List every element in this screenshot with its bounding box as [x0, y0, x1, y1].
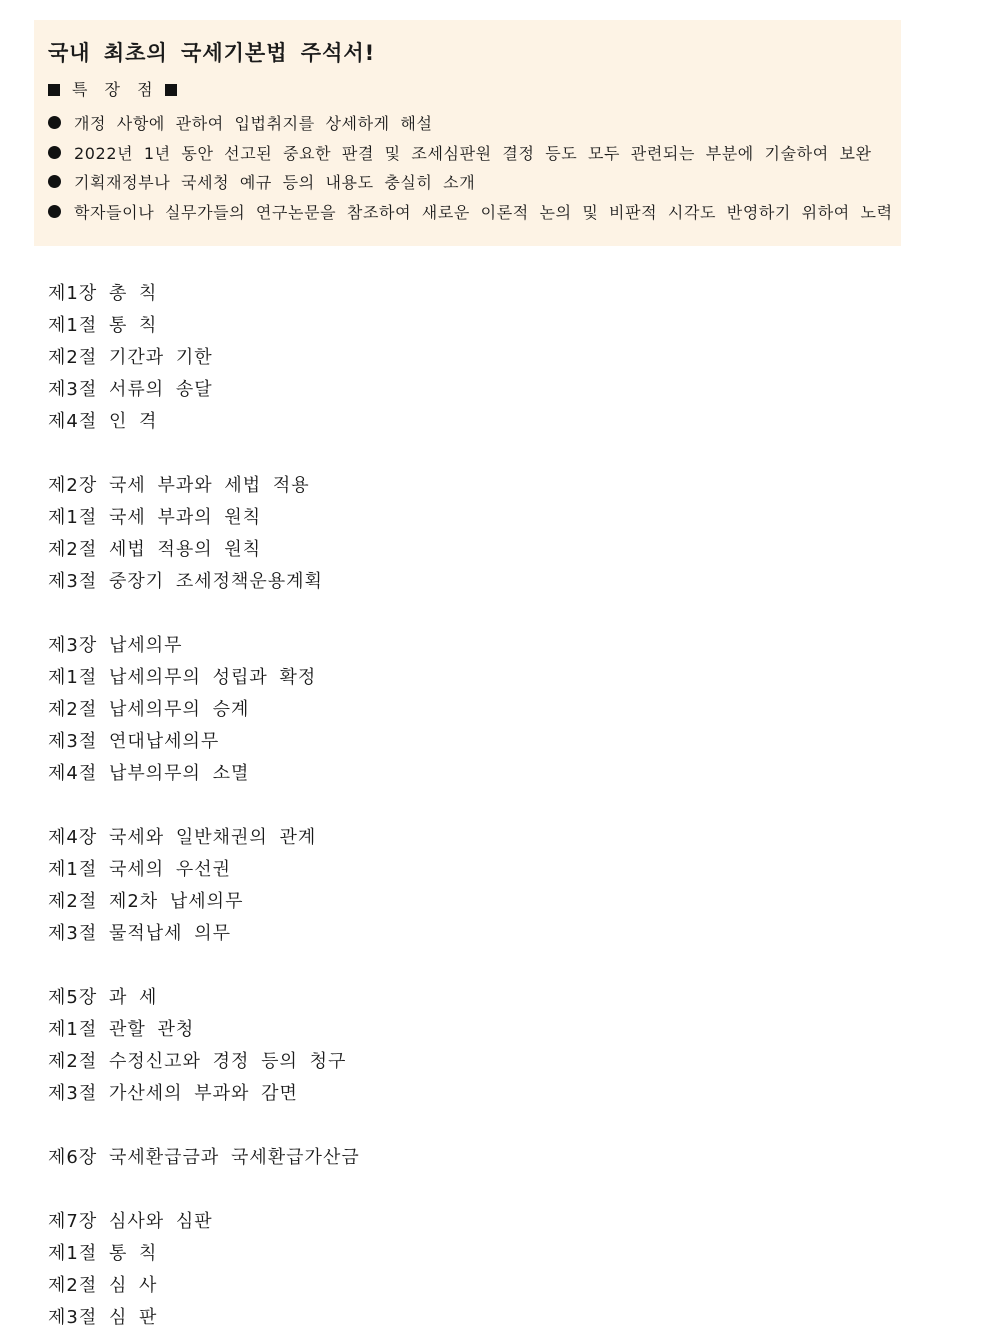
feature-item [48, 167, 901, 197]
features-heading-label: 특 장 점 [72, 80, 159, 99]
square-bullet-icon [48, 84, 60, 96]
features-heading [48, 80, 901, 100]
intro-title: 국내 최초의 국세기본법 주석서! [48, 41, 376, 65]
section-title: 제1절 통 칙 [48, 315, 158, 336]
feature-text: 기획재정부나 국세청 예규 등의 내용도 충실히 소개 [74, 173, 476, 193]
section-title: 제1절 납세의무의 성립과 확정 [48, 667, 317, 688]
feature-item [48, 197, 901, 227]
chapter-gap [48, 1174, 360, 1206]
chapter-title: 제2장 국세 부과와 세법 적용 [48, 475, 310, 496]
chapter-gap [48, 1110, 360, 1142]
square-bullet-icon [165, 84, 177, 96]
round-bullet-icon [48, 116, 61, 129]
chapter-title: 제3장 납세의무 [48, 635, 183, 656]
feature-item [48, 138, 901, 168]
chapter-title: 제7장 심사와 심판 [48, 1211, 213, 1232]
chapter-title: 제5장 과 세 [48, 987, 158, 1008]
section-title: 제2절 수정신고와 경정 등의 청구 [48, 1051, 347, 1072]
chapter-title: 제1장 총 칙 [48, 283, 158, 304]
section-title: 제2절 심 사 [48, 1275, 158, 1296]
round-bullet-icon [48, 205, 61, 218]
chapter-title: 제4장 국세와 일반채권의 관계 [48, 827, 317, 848]
chapter-gap [48, 950, 360, 982]
section-title: 제1절 통 칙 [48, 1243, 158, 1264]
section-title: 제4절 납부의무의 소멸 [48, 763, 250, 784]
section-title: 제3절 연대납세의무 [48, 731, 220, 752]
chapter-gap [48, 790, 360, 822]
section-title: 제2절 기간과 기한 [48, 347, 213, 368]
feature-text: 학자들이나 실무가들의 연구논문을 참조하여 새로운 이론적 논의 및 비판적 시각도 반영하기 위하여 노력 [74, 202, 893, 222]
features-list [48, 108, 901, 226]
round-bullet-icon [48, 175, 61, 188]
section-title: 제1절 국세의 우선권 [48, 859, 231, 880]
table-of-contents [48, 278, 360, 1334]
section-title: 제1절 국세 부과의 원칙 [48, 507, 262, 528]
section-title: 제2절 세법 적용의 원칙 [48, 539, 262, 560]
feature-text: 개정 사항에 관하여 입법취지를 상세하게 해설 [74, 114, 433, 134]
section-title: 제1절 관할 관청 [48, 1019, 195, 1040]
intro-box [34, 20, 901, 246]
section-title: 제2절 납세의무의 승계 [48, 699, 250, 720]
section-title: 제3절 중장기 조세정책운용계획 [48, 571, 323, 592]
chapter-gap [48, 438, 360, 470]
chapter-gap [48, 598, 360, 630]
section-title: 제4절 인 격 [48, 411, 158, 432]
section-title: 제3절 서류의 송달 [48, 379, 213, 400]
chapter-title: 제6장 국세환급금과 국세환급가산금 [48, 1147, 360, 1168]
section-title: 제3절 물적납세 의무 [48, 923, 231, 944]
feature-text: 2022년 1년 동안 선고된 중요한 판결 및 조세심판원 결정 등도 모두 관련되는 부분에 기술하여 보완 [74, 143, 872, 163]
section-title: 제3절 심 판 [48, 1307, 158, 1328]
section-title: 제2절 제2차 납세의무 [48, 891, 244, 912]
feature-item [48, 108, 901, 138]
section-title: 제3절 가산세의 부과와 감면 [48, 1083, 298, 1104]
round-bullet-icon [48, 146, 61, 159]
